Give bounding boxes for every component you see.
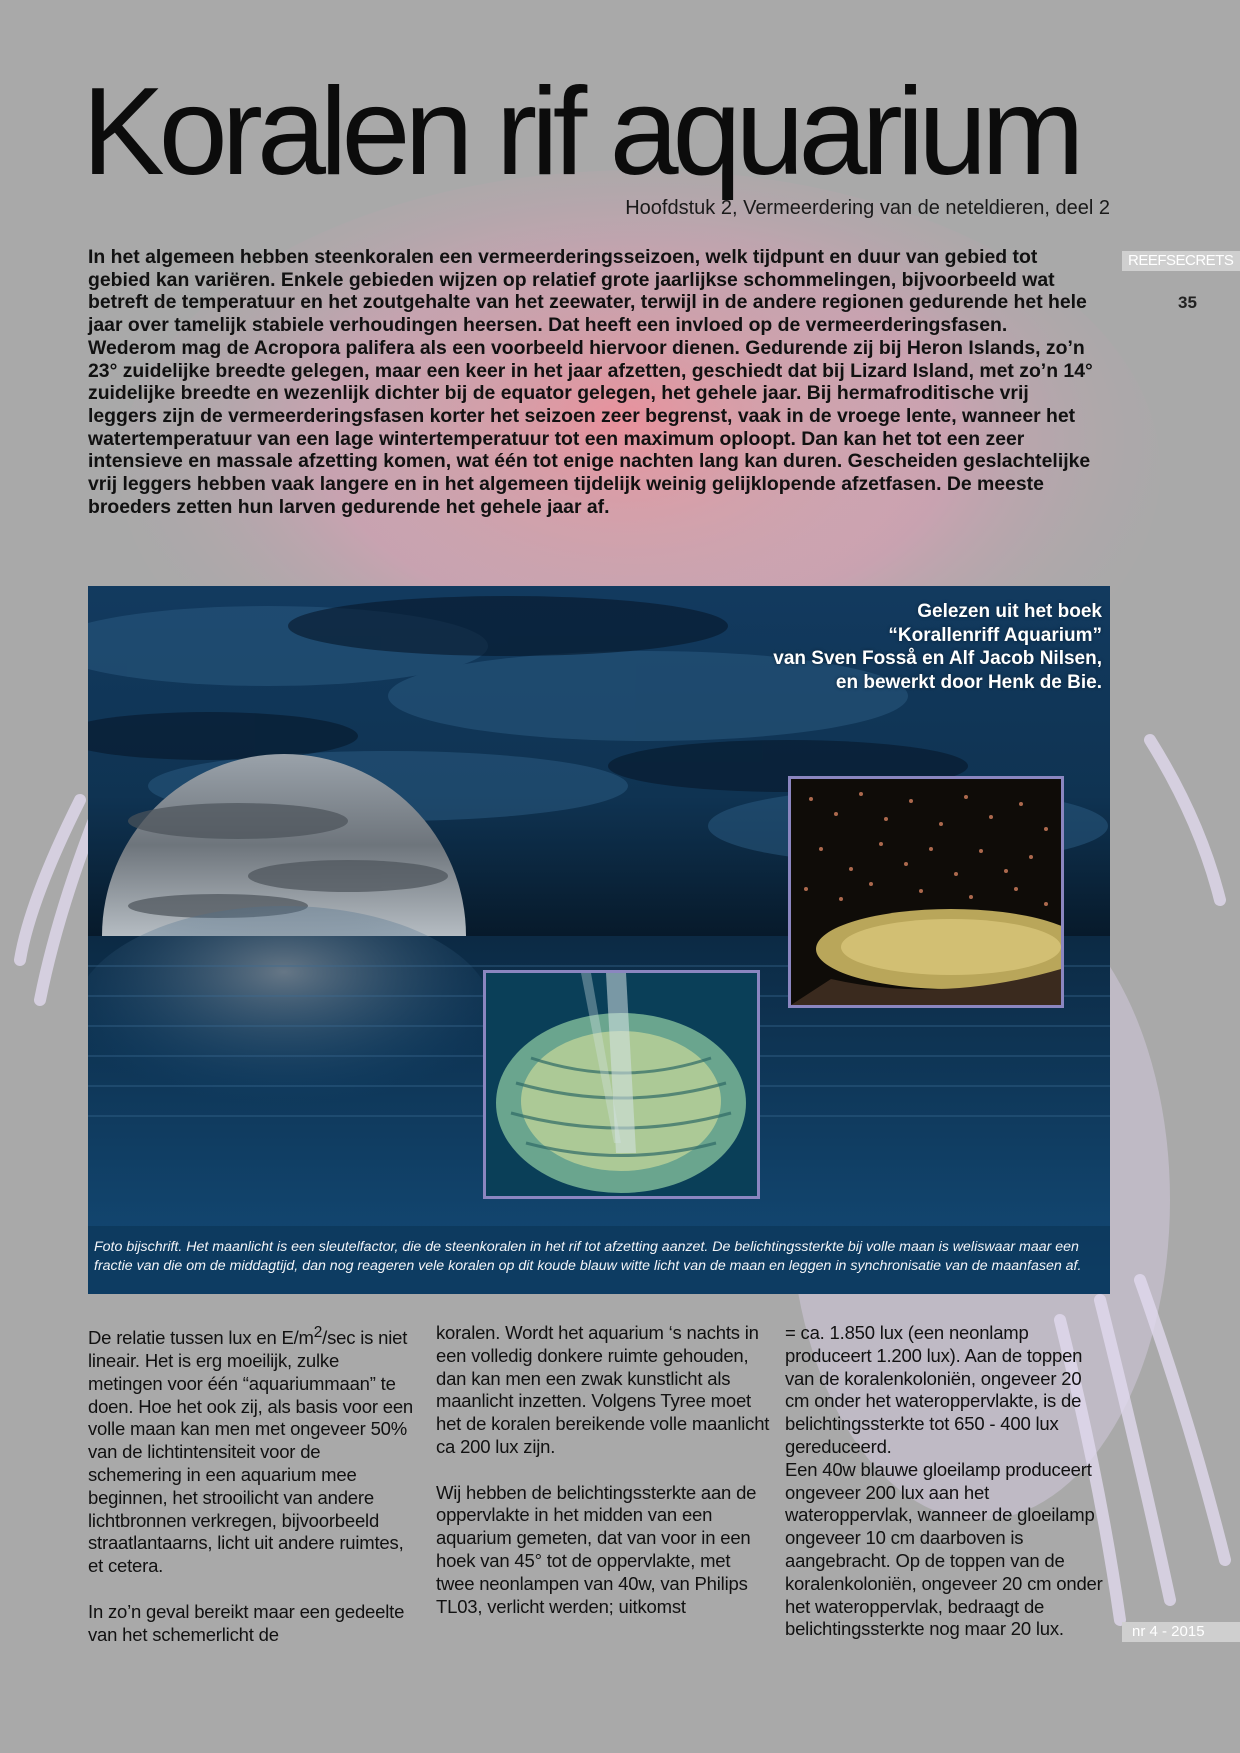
magazine-tag: REEFSECRETS — [1122, 251, 1240, 271]
column-3 — [785, 1322, 1107, 1641]
photo-caption: Foto bijschrift. Het maanlicht is een sleutelfactor, die de steenkoralen in het rif tot afzetting aanzet. De belichtingssterkte bij volle maan is weliswaar maar een fractie van die om de middagtijd, dan nog reageren vele koralen op dit koude blauw witte licht van de maan en leggen in synchronisatie van de maanfasen af. — [94, 1239, 1082, 1274]
credit-line: “Korallenriff Aquarium” — [888, 624, 1102, 646]
column-paragraph: Wij hebben de belichtingssterkte aan de oppervlakte in het midden van een aquarium gemeten, dat van voor in een hoek van 45° tot de oppervlakte, met twee neonlampen van 40w, van Philips TL03, verlicht werden; uitkomst — [436, 1481, 757, 1617]
column-paragraph: In zo’n geval bereikt maar een gedeelte van het schemerlicht de — [88, 1600, 405, 1645]
article-subtitle: Hoofdstuk 2, Vermeerdering van de neteldieren, deel 2 — [625, 197, 1110, 219]
moonlight-photo — [88, 586, 1110, 1294]
credit-line: van Sven Fosså en Alf Jacob Nilsen, — [773, 648, 1102, 669]
spawning-coral-image — [791, 779, 1061, 1005]
issue-tag: nr 4 - 2015 — [1122, 1622, 1240, 1642]
column-paragraph: Een 40w blauwe gloeilamp produceert ongeveer 200 lux aan het wateroppervlak, wanneer de gloeilamp ongeveer 10 cm daarboven is aangebracht. Op de toppen van de koralenkoloniën, ongeveer 20 cm onder het wateroppervlak, bedraagt de belichtingssterkte nog maar 20 lux. — [785, 1458, 1103, 1640]
intro-paragraph: In het algemeen hebben steenkoralen een vermeerderingsseizoen, welk tijdpunt en duur van gebied tot gebied kan variëren. Enkele gebieden wijzen op relatief grote jaarlijkse schommelingen, bijvoorbeeld wat betreft de temperatuur en het zoutgehalte van het zeewater, terwijl in de andere regionen gedurende het hele jaar over tamelijk stabiele verhoudingen heersen. Dat heeft een invloed op de vermeerderingsfasen. Wederom mag de Acropora palifera als een voorbeeld hiervoor dienen. Gedurende zij bij Heron Islands, zo’n 23° zuidelijke breedte gelegen, maar een keer in het jaar afzetten, geschiedt dat bij Lizard Island, met zo’n 14° zuidelijke breedte en wezenlijk dichter bij de equator gelegen, het gehele jaar. Bij hermafroditische vrij leggers zijn de vermeerderingsfasen korter het seizoen zeer begrenst, vaak in de vroege lente, wanneer het watertemperatuur van een lage wintertemperatuur tot een maximum oploopt. Dan kan het tot een zeer intensieve en massale afzetting komen, wat één tot enige nachten lang kan duren. Gescheiden geslachtelijke vrij leggers hebben vaak langere en in het algemeen tijdelijk weinig gelijklopende afzetfasen. De meeste broeders zetten hun larven gedurende het gehele jaar af. — [88, 246, 1093, 518]
page-number: 35 — [1178, 293, 1197, 312]
credit-line: en bewerkt door Henk de Bie. — [835, 671, 1102, 693]
column-paragraph — [88, 1322, 418, 1578]
column-2 — [436, 1322, 772, 1618]
article-title: Koralen rif aquarium — [82, 63, 1079, 201]
mushroom-coral-inset-photo — [483, 970, 760, 1199]
column-1 — [88, 1322, 418, 1646]
col1-text-start: De relatie tussen lux en E/m — [88, 1327, 314, 1349]
superscript: 2 — [313, 1324, 323, 1341]
column-paragraph: = ca. 1.850 lux (een neonlamp produceert 1.200 lux). Aan de toppen van de koralenkoloniën, ongeveer 20 cm onder het wateroppervlakte, is de belichtingssterkte tot 650 - 400 lux gereduceerd. — [785, 1322, 1083, 1457]
col1-text-end: /sec is niet lineair. Het is erg moeilijk, zulke metingen voor één “aquariummaan” te doen. Hoe het ook zij, als basis voor een volle maan kan men met ongeveer 50% van de lichtintensiteit voor de schemering in een aquarium mee beginnen, het strooilicht van andere lichtbronnen verkregen, bijvoorbeeld straatlantaarns, licht uit andere ruimtes, et cetera. — [88, 1327, 413, 1577]
column-paragraph: koralen. Wordt het aquarium ‘s nachts in een volledig donkere ruimte gehouden, dan kan men een zwak kunstlicht als maanlicht inzetten. Volgens Tyree moet het de koralen bereikende volle maanlicht ca 200 lux zijn. — [436, 1322, 770, 1457]
mushroom-coral-image — [486, 973, 757, 1196]
credit-line: Gelezen uit het boek — [917, 601, 1102, 622]
coral-spawning-inset-photo — [788, 776, 1064, 1008]
photo-credit — [773, 600, 1102, 694]
